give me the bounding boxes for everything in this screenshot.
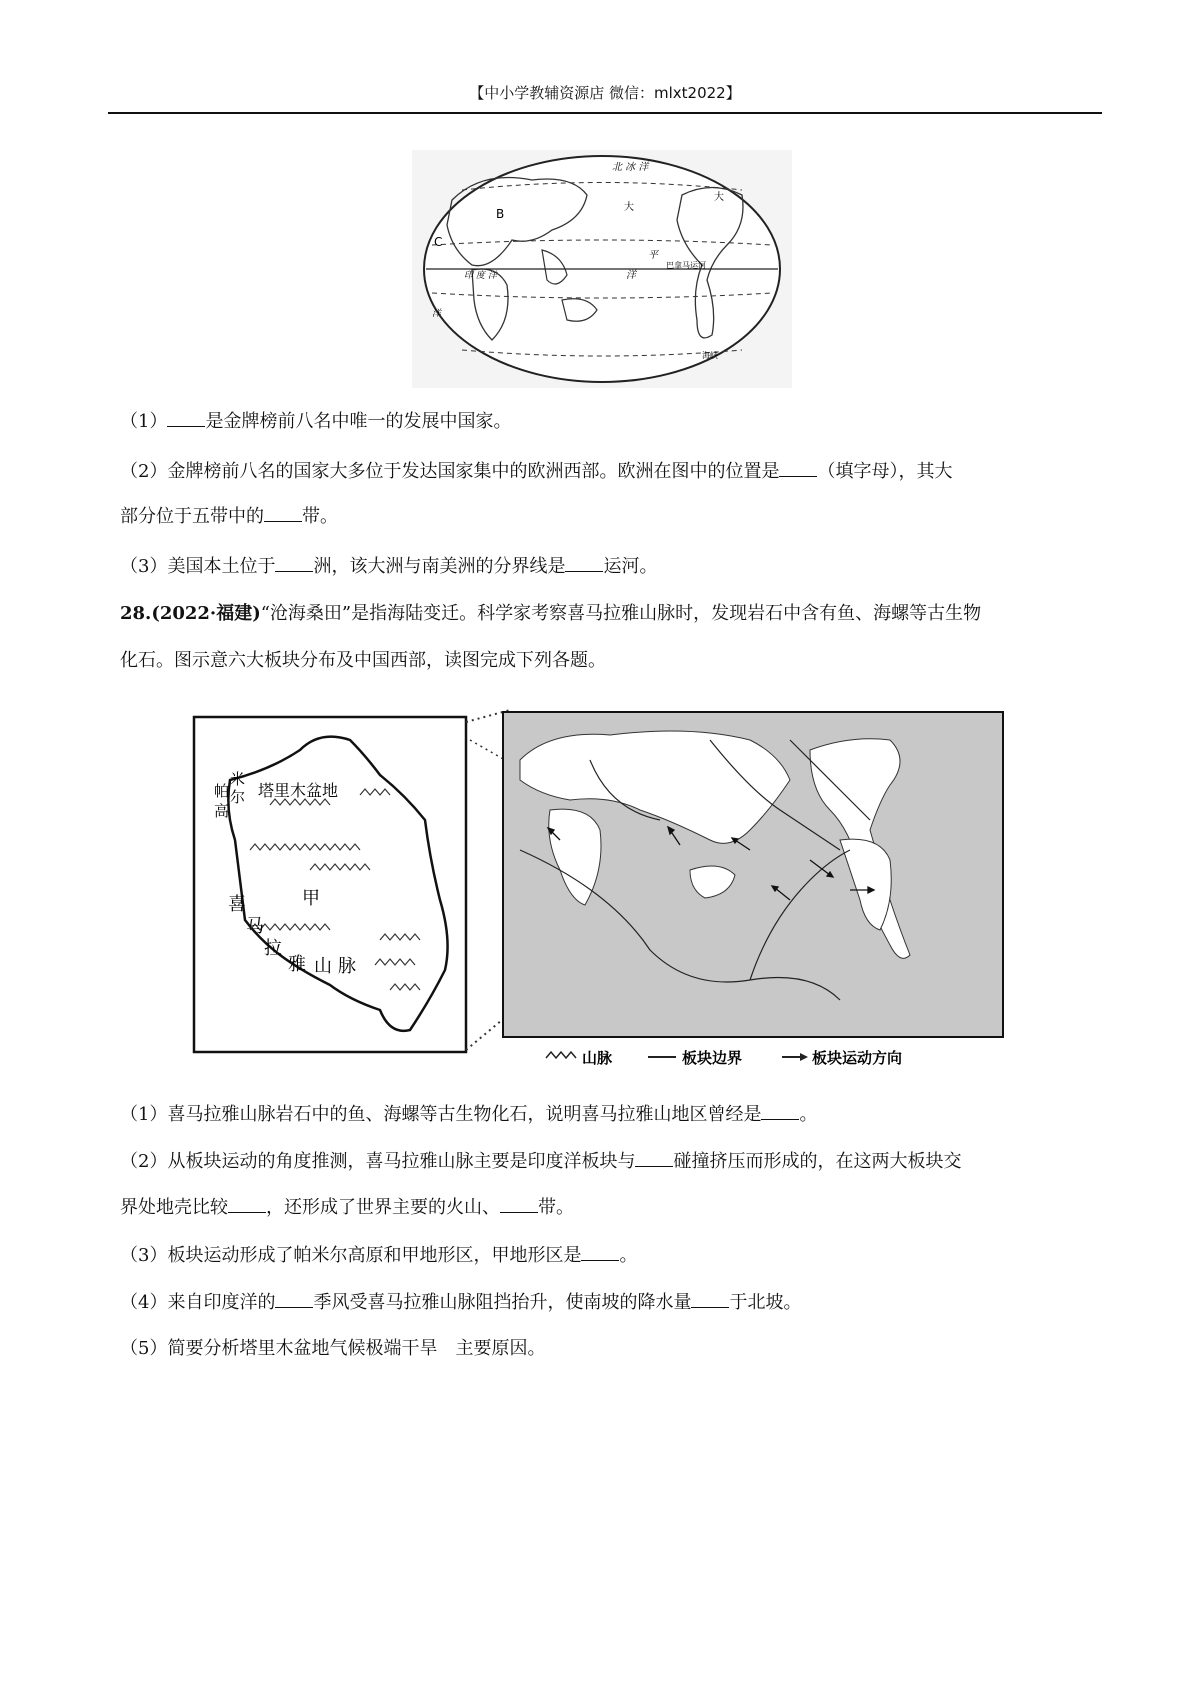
q28-part4 xyxy=(120,1291,1096,1314)
q28-part1-text-b: 。 xyxy=(799,1104,818,1125)
answer-blank[interactable] xyxy=(691,1291,729,1308)
q28-part3-text-b: 。 xyxy=(619,1245,638,1266)
q27-part2-text-d: 带。 xyxy=(302,506,338,527)
q27-part2-text-c: 部分位于五带中的 xyxy=(120,506,264,527)
q28-part2-text-e: 带。 xyxy=(538,1197,574,1218)
map-label-atlantic: 洋 xyxy=(432,309,442,319)
answer-blank[interactable] xyxy=(581,1244,619,1261)
q28-part3 xyxy=(120,1244,1096,1267)
q28-intro-b: 化石。图示意六大板块分布及中国西部，读图完成下列各题。 xyxy=(120,650,606,671)
q28-intro-a: “沧海桑田”是指海陆变迁。科学家考察喜马拉雅山脉时，发现岩石中含有鱼、海螺等古生物 xyxy=(260,603,982,624)
answer-blank[interactable] xyxy=(167,410,205,427)
q28-intro-line1 xyxy=(120,603,1096,625)
legend-arrow-icon xyxy=(782,1053,808,1061)
q28-part4-text-a: （4）来自印度洋的 xyxy=(120,1292,276,1313)
q28-part2-text-d: ，还形成了世界主要的火山、 xyxy=(266,1197,500,1218)
map-label-panama: 巴拿马运河 xyxy=(666,261,706,270)
map-label-yang: 洋 xyxy=(626,270,636,281)
plates-figure xyxy=(190,700,1010,1075)
west-china-panel xyxy=(194,717,466,1052)
q27-part2-line1 xyxy=(120,460,1096,483)
q27-part1 xyxy=(120,410,1096,433)
q27-part2-text-b: （填字母），其大 xyxy=(817,461,953,482)
world-map-figure xyxy=(412,150,792,388)
legend-motion-label: 板块运动方向 xyxy=(812,1049,903,1067)
map-label-arctic: 北 冰 洋 xyxy=(612,162,649,173)
answer-blank[interactable] xyxy=(264,505,302,522)
answer-blank[interactable] xyxy=(228,1196,266,1213)
label-jia: 甲 xyxy=(302,888,320,909)
label-himalaya-3: 拉 xyxy=(264,938,282,959)
answer-blank[interactable] xyxy=(779,460,817,477)
label-pamir-3: 尔 xyxy=(230,788,246,806)
label-himalaya-6: 脉 xyxy=(338,956,356,977)
q28-part1 xyxy=(120,1103,1096,1126)
q27-part3-text-a: （3）美国本土位于 xyxy=(120,556,276,577)
q28-part5-text: （5）简要分析塔里木盆地气候极端干旱 主要原因。 xyxy=(120,1338,546,1359)
q28-part3-text-a: （3）板块运动形成了帕米尔高原和甲地形区，甲地形区是 xyxy=(120,1245,582,1266)
q27-part1-num: （1） xyxy=(120,411,168,432)
label-pamir-4: 高 xyxy=(214,802,230,820)
label-himalaya-4: 雅 xyxy=(288,954,306,975)
map-label-strait: 海峡 xyxy=(702,351,718,360)
map-label-da2: 大 xyxy=(714,192,724,203)
answer-blank[interactable] xyxy=(500,1196,538,1213)
map-label-indian: 印 度 洋 xyxy=(464,271,497,281)
question-number: 28.(2022·福建) xyxy=(120,603,261,624)
label-pamir-2: 米 xyxy=(230,770,246,788)
q28-part2-line2 xyxy=(120,1196,1096,1219)
q28-part5 xyxy=(120,1338,1096,1360)
q28-part1-text-a: （1）喜马拉雅山脉岩石中的鱼、海螺等古生物化石，说明喜马拉雅山地区曾经是 xyxy=(120,1104,762,1125)
label-pamir-1: 帕 xyxy=(214,782,230,800)
answer-blank[interactable] xyxy=(275,555,313,572)
map-label-da: 大 xyxy=(624,202,634,213)
legend-mountain-icon xyxy=(546,1052,576,1058)
map-label-b: B xyxy=(496,207,505,221)
answer-blank[interactable] xyxy=(275,1291,313,1308)
page-header: 【中小学教辅资源店 微信：mlxt2022】 xyxy=(469,84,741,102)
legend-mountain-label: 山脉 xyxy=(582,1049,613,1067)
q27-part3 xyxy=(120,555,1096,578)
answer-blank[interactable] xyxy=(565,555,603,572)
answer-blank[interactable] xyxy=(635,1150,673,1167)
q27-part3-text-c: 运河。 xyxy=(603,556,658,577)
q28-part2-text-a: （2）从板块运动的角度推测，喜马拉雅山脉主要是印度洋板块与 xyxy=(120,1151,636,1172)
map-label-c: C xyxy=(434,235,443,249)
header-rule xyxy=(108,112,1102,114)
q27-part1-text: 是金牌榜前八名中唯一的发展中国家。 xyxy=(205,411,512,432)
q28-part4-text-c: 于北坡。 xyxy=(729,1292,802,1313)
q27-part3-text-b: 洲，该大洲与南美洲的分界线是 xyxy=(313,556,566,577)
q28-part2-text-c: 界处地壳比较 xyxy=(120,1197,228,1218)
map-label-ping: 平 xyxy=(648,250,658,261)
q27-part2-text-a: （2）金牌榜前八名的国家大多位于发达国家集中的欧洲西部。欧洲在图中的位置是 xyxy=(120,461,780,482)
legend-boundary-label: 板块边界 xyxy=(682,1049,743,1067)
label-himalaya-1: 喜 xyxy=(228,894,246,915)
label-tarim-basin: 塔里木盆地 xyxy=(258,781,339,800)
q27-part2-line2 xyxy=(120,505,1096,528)
q28-part2-line1 xyxy=(120,1150,1096,1173)
label-himalaya-5: 山 xyxy=(314,956,332,977)
q28-intro-line2 xyxy=(120,650,1096,672)
q28-part4-text-b: 季风受喜马拉雅山脉阻挡抬升，使南坡的降水量 xyxy=(313,1292,692,1313)
q28-part2-text-b: 碰撞挤压而形成的，在这两大板块交 xyxy=(673,1151,962,1172)
answer-blank[interactable] xyxy=(761,1103,799,1120)
label-himalaya-2: 马 xyxy=(246,916,264,937)
